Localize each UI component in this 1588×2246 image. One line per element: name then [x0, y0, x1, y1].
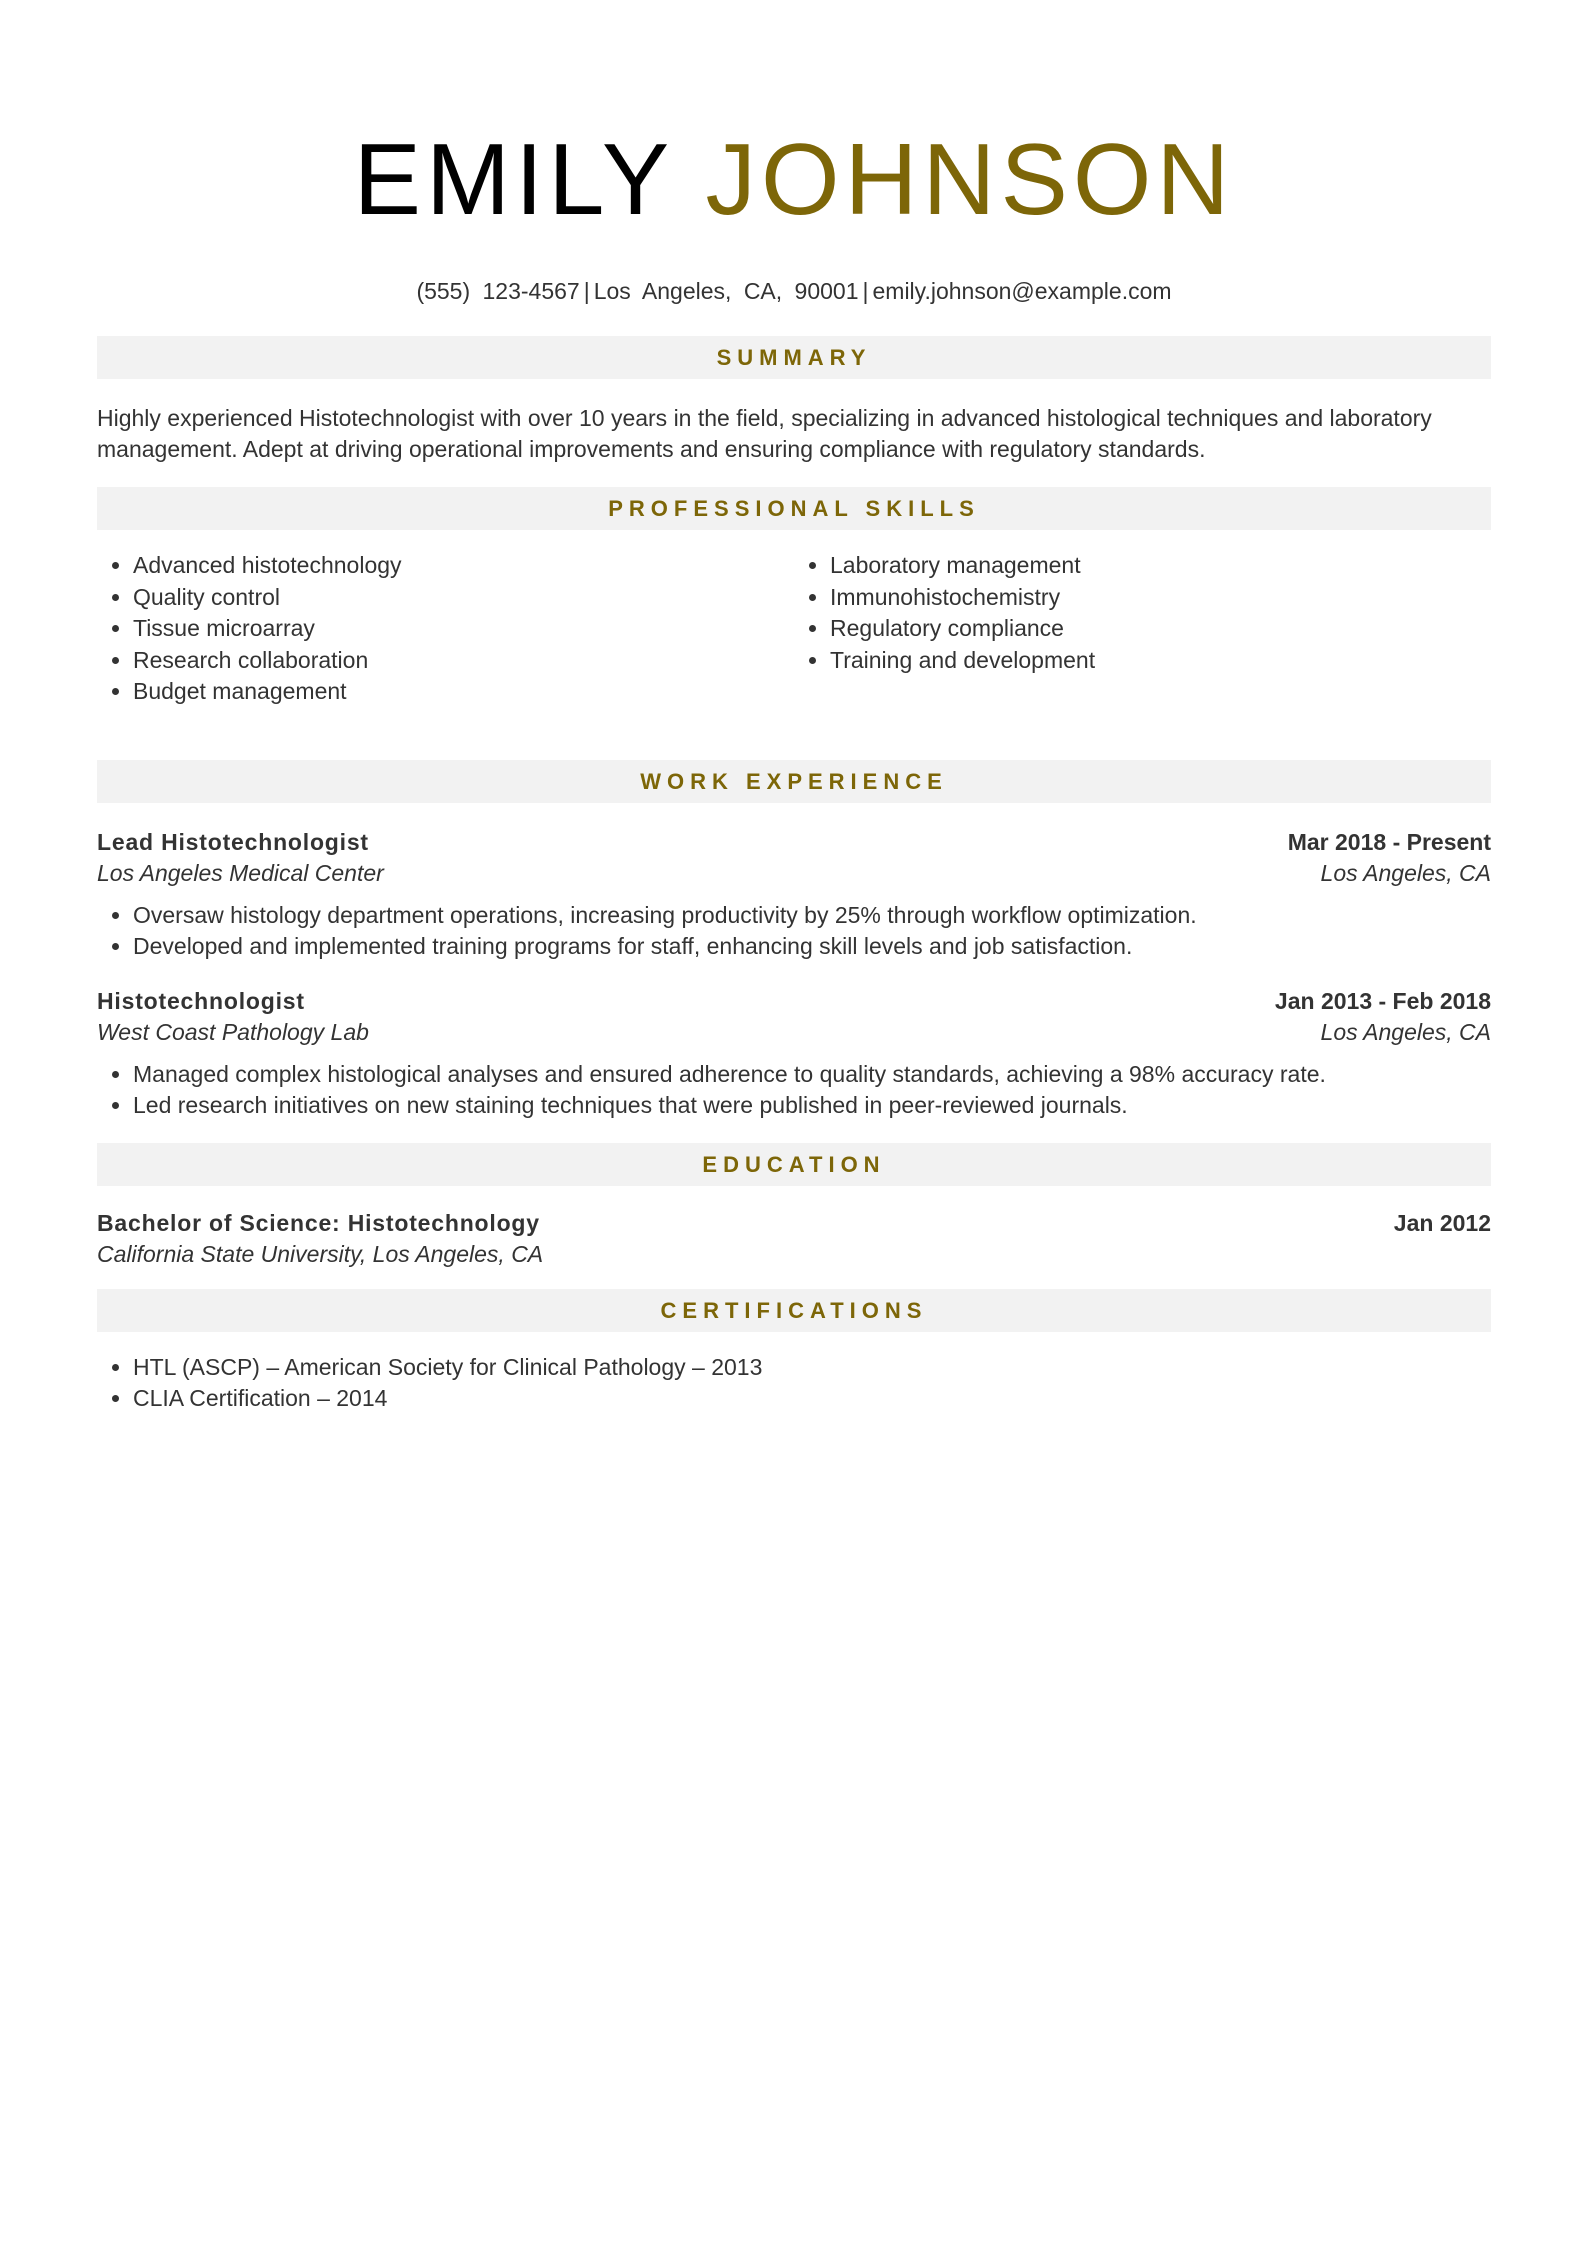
skill-item: • Laboratory management: [830, 550, 1491, 582]
candidate-name: [97, 0, 1491, 238]
contact-phone: (555) 123-4567: [416, 278, 580, 304]
last-name: JOHNSON: [705, 124, 1235, 236]
skills-column-right: [794, 550, 1491, 708]
job-title: Lead Histotechnologist: [97, 828, 369, 855]
contact-location: Los Angeles, CA, 90001: [593, 278, 859, 304]
summary-heading: SUMMARY: [97, 336, 1491, 379]
skill-item: • Research collaboration: [133, 645, 794, 677]
contact-line: [97, 276, 1491, 306]
job-title: Histotechnologist: [97, 987, 305, 1014]
contact-separator: |: [862, 278, 869, 304]
skill-item: • Advanced histotechnology: [133, 550, 794, 582]
job-dates: Jan 2013 - Feb 2018: [1274, 987, 1491, 1014]
certifications-heading: CERTIFICATIONS: [97, 1289, 1491, 1332]
summary-text: Highly experienced Histotechnologist with over 10 years in the field, specializing in advanced histological techniques and laboratory management. Adept at driving operational improvements and ensuring compliance with regulatory standards.: [97, 405, 1432, 462]
job-dates: Mar 2018 - Present: [1287, 828, 1491, 855]
certification-item: • HTL (ASCP) – American Society for Clinical Pathology – 2013: [133, 1352, 1491, 1384]
education-school: California State University, Los Angeles, CA: [97, 1240, 544, 1267]
skill-item: • Tissue microarray: [133, 613, 794, 645]
job-bullet: • Managed complex histological analyses and ensured adherence to quality standards, achieving a 98% accuracy rate.: [133, 1059, 1491, 1091]
education-entry: [97, 1208, 1491, 1270]
job-bullet: • Oversaw histology department operations, increasing productivity by 25% through workflow optimization.: [133, 900, 1491, 932]
certification-item: • CLIA Certification – 2014: [133, 1383, 1491, 1415]
job-entry: [97, 827, 1491, 963]
contact-email[interactable]: emily.johnson@example.com: [872, 278, 1172, 304]
job-bullet: • Developed and implemented training programs for staff, enhancing skill levels and job satisfaction.: [133, 931, 1491, 963]
certifications-list: [97, 1352, 1491, 1415]
job-location: Los Angeles, CA: [1320, 1018, 1491, 1045]
skill-item: • Regulatory compliance: [830, 613, 1491, 645]
skills-list: [97, 550, 1491, 708]
education-date: Jan 2012: [1393, 1209, 1491, 1236]
education-degree: Bachelor of Science: Histotechnology: [97, 1209, 540, 1236]
first-name: EMILY: [353, 124, 673, 236]
skill-item: • Immunohistochemistry: [830, 582, 1491, 614]
job-company: Los Angeles Medical Center: [97, 859, 384, 886]
skill-item: • Training and development: [830, 645, 1491, 677]
experience-heading: WORK EXPERIENCE: [97, 760, 1491, 803]
job-location: Los Angeles, CA: [1320, 859, 1491, 886]
job-entry: [97, 986, 1491, 1122]
skills-column-left: [97, 550, 794, 708]
skills-heading: PROFESSIONAL SKILLS: [97, 487, 1491, 530]
education-heading: EDUCATION: [97, 1143, 1491, 1186]
skill-item: • Budget management: [133, 676, 794, 708]
job-bullet: • Led research initiatives on new staining techniques that were published in peer-reviewed journals.: [133, 1090, 1491, 1122]
job-company: West Coast Pathology Lab: [97, 1018, 369, 1045]
skill-item: • Quality control: [133, 582, 794, 614]
contact-separator: |: [583, 278, 590, 304]
